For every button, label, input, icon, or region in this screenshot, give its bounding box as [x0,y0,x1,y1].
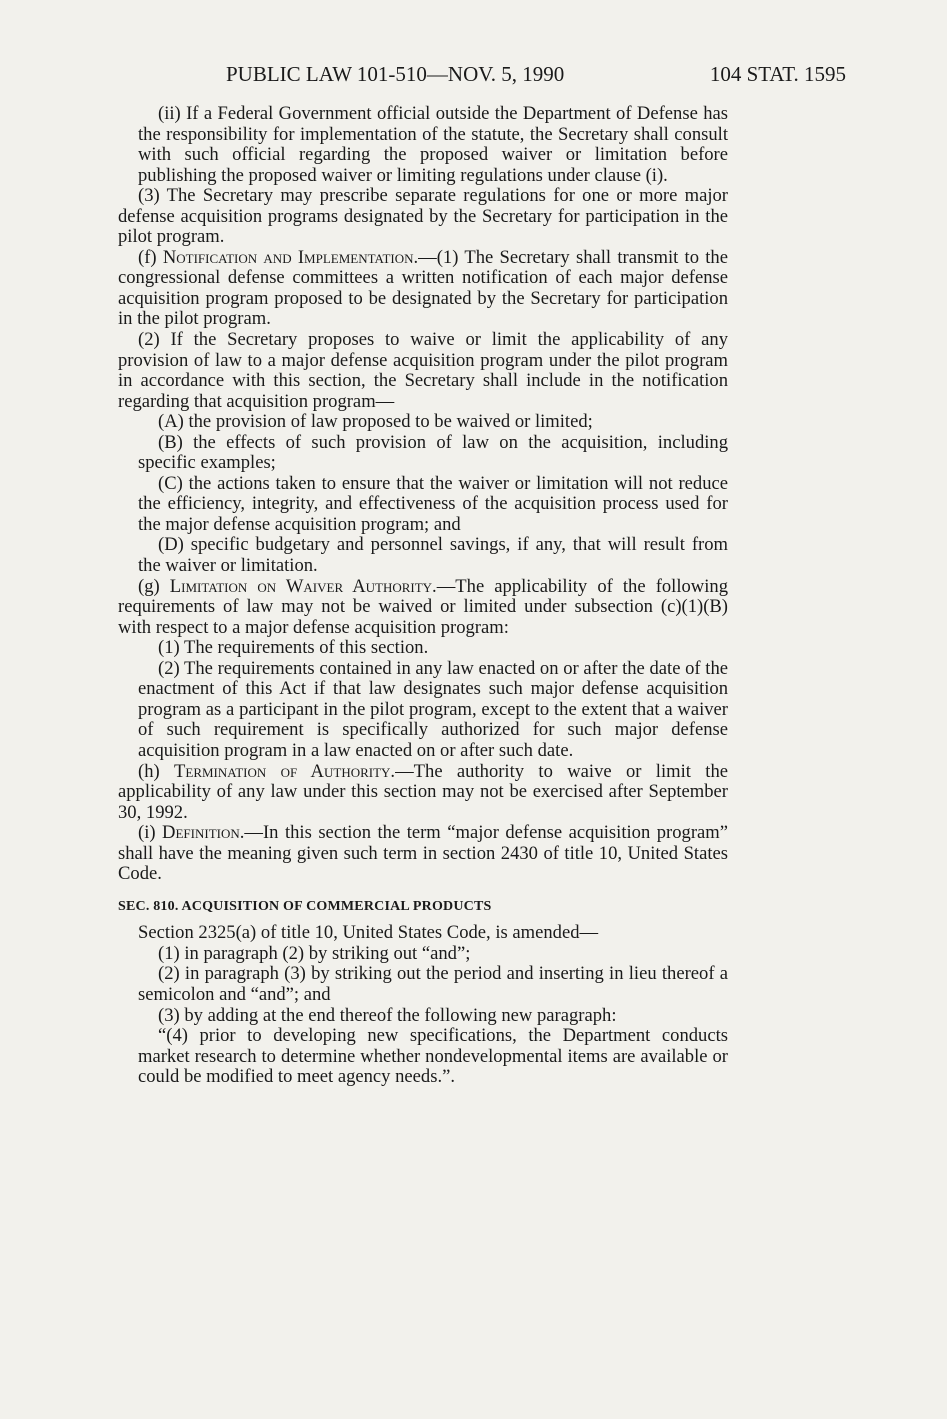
subsection-h-label: (h) [138,760,175,782]
subsection-i-label: (i) [138,822,163,844]
header-public-law: PUBLIC LAW 101-510—NOV. 5, 1990 [226,62,565,86]
subsection-i [118,823,728,885]
subsection-f-D: (D) specific budgetary and personnel savings, if any, that will result from the waiver or limitation. [138,534,728,577]
subsection-f [118,248,728,330]
section-810-item-3: (3) by adding at the end thereof the following new paragraph: [158,1004,617,1026]
clause-ii: (ii) If a Federal Government official outside the Department of Defense has the responsibility for implementation of the statute, the Secretary shall consult with such official regarding the proposed waiver or limitation before publishing the proposed waiver or limiting regulations under clause (i). [138,103,728,186]
subsection-g-2: (2) The requirements contained in any law enacted on or after the date of the enactment of this Act if that law designates such major defense acquisition program as a participant in the pilot program, except to the extent that a waiver of such requirement is specifically authorized for such major defense acquisition program in a law enacted on or after such date. [138,657,728,761]
subsection-g-text: —The applicability of the following requirements of law may not be waived or limited under subsection (c)(1)(B) with respect to a major defense acquisition program: [118,575,728,638]
subsection-f-label: (f) [138,246,163,268]
paragraph-3: (3) The Secretary may prescribe separate regulations for one or more major defense acquisition programs designated by the Secretary for participation in the pilot program. [118,185,728,248]
section-heading-810: SEC. 810. ACQUISITION OF COMMERCIAL PRODUCTS [118,898,492,914]
subsection-i-heading: Definition. [162,822,245,844]
subsection-f-2: (2) If the Secretary proposes to waive or limit the applicability of any provision of law to a major defense acquisition program under the pilot program in accordance with this section, the Secretary shall include in the notification regarding that acquisition program— [118,329,728,412]
subsection-i-text: —In this section the term “major defense acquisition program” shall have the meaning given such term in section 2430 of title 10, United States Code. [118,822,728,885]
subsection-h-text: —The authority to waive or limit the applicability of any law under this section may not be exercised after September 30, 1992. [118,760,728,823]
subsection-f-B: (B) the effects of such provision of law on the acquisition, including specific examples; [138,431,728,474]
subsection-f-A: (A) the provision of law proposed to be waived or limited; [158,411,593,433]
subsection-g-label: (g) [138,575,170,597]
section-810-new-paragraph-4: “(4) prior to developing new specifications, the Department conducts market research to determine whether nondevelopmental items are available or could be modified to meet agency needs.”. [138,1025,728,1088]
section-810-intro: Section 2325(a) of title 10, United States Code, is amended— [138,922,599,944]
subsection-g-heading: Limitation on Waiver Authority. [169,575,437,597]
subsection-f-C: (C) the actions taken to ensure that the waiver or limitation will not reduce the efficiency, integrity, and effectiveness of the acquisition process used for the major defense acquisition program; and [138,472,728,535]
subsection-h-heading: Termination of Authority. [174,760,396,782]
subsection-h [118,762,728,824]
document-body [118,104,728,1088]
header-stat-page: 104 STAT. 1595 [709,62,846,86]
subsection-f-heading: Notification and Implementation. [162,246,419,268]
subsection-f-text: —(1) The Secretary shall transmit to the congressional defense committees a written notification of each major defense acquisition program proposed to be designated by the Secretary for participation in the pilot program. [118,246,728,330]
subsection-g [118,577,728,639]
subsection-g-1: (1) The requirements of this section. [158,637,429,659]
section-810-item-1: (1) in paragraph (2) by striking out “and”; [158,942,471,964]
section-810-item-2: (2) in paragraph (3) by striking out the period and inserting in lieu thereof a semicolon and “and”; and [138,963,728,1005]
running-header [118,62,846,88]
